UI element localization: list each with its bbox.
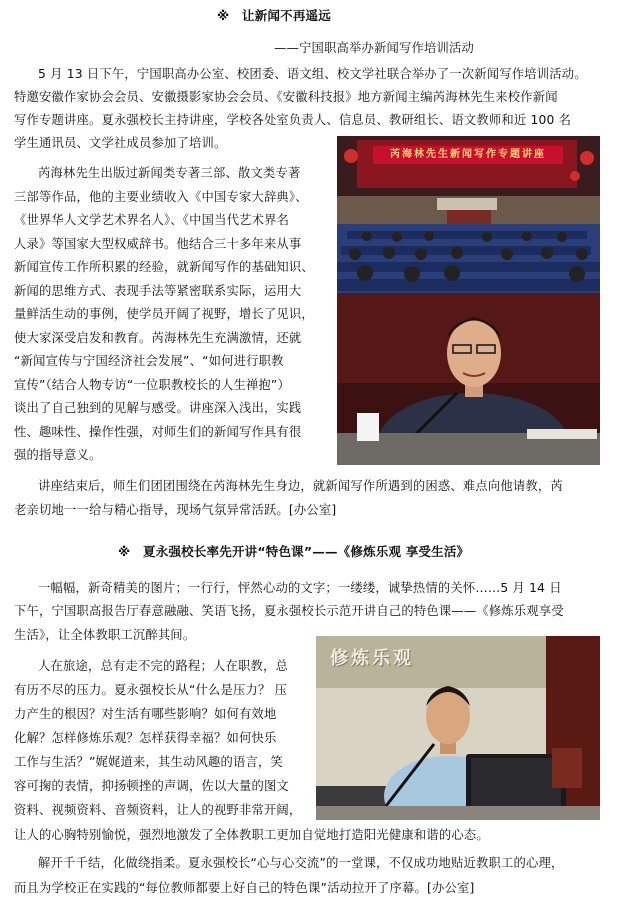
article1-line: 谈出了自己独到的见解与感受。讲座深入浅出，实践	[14, 401, 302, 415]
lecture-hall-photo	[337, 136, 600, 293]
article1-line: 新闻的思维方式、表现手法等紧密联系实际，运用大	[14, 284, 302, 298]
article2-line: 容可掬的表情，抑扬顿挫的声调，佐以大量的图文	[14, 779, 289, 793]
article1-line: 特邀安徽作家协会会员、安徽摄影家协会会员、《安徽科技报》地方新闻主编芮海林先生来校作新闻	[14, 90, 558, 104]
article1-line: 《世界华人文学艺术界名人》、《中国当代艺术界名	[14, 213, 290, 227]
article1-line: 宣传”（结合人物专访“一位职教校长的人生禅抱”）	[14, 378, 290, 392]
article1-line: 使大家深受启发和教育。芮海林先生充满激情，还就	[14, 331, 302, 345]
article2-line: 而且为学校正在实践的“每位教师都要上好自己的特色课”活动拉开了序幕。[办公室]	[14, 881, 475, 895]
slide-title: 修炼乐观	[330, 648, 414, 669]
article2-line: 生活》，让全体教职工沉醉其间。	[14, 628, 196, 642]
article2-line: 工作与生活？”娓娓道来，其生动风趣的语言，笑	[14, 755, 284, 769]
principal-lecture-photo	[316, 636, 600, 820]
article1-line: 量鲜活生动的事例，使学员开阔了视野，增长了见识，	[14, 307, 314, 321]
article2-line: 下午，宁国职高报告厅春意融融、笑语飞扬，夏永强校长示范开讲自己的特色课——《修炼乐观享受	[14, 604, 564, 618]
article2-line: 人在旅途，总有走不完的路程；人在职教，总	[38, 659, 288, 673]
speaker-photo	[337, 293, 600, 465]
article1-line: “新闻宣传与宁国经济社会发展”、“如何进行职教	[14, 354, 284, 368]
article2-line: 有历不尽的压力。夏永强校长从“什么是压力？ 压	[14, 683, 288, 697]
article1-line: 讲座结束后，师生们团团围绕在芮海林先生身边，就新闻写作所遇到的困惑、难点向他请教，芮	[38, 479, 563, 493]
article2-line: 让人的心胸特别愉悦，强烈地激发了全体教职工更加自觉地打造阳光健康和谐的心态。	[14, 828, 489, 842]
article1-subtitle: ——宁国职高举办新闻写作培训活动	[274, 41, 474, 55]
article1-line: 强的指导意义。	[14, 448, 102, 462]
article2-line: 解开千千结，化做绕指柔。夏永强校长“心与心交流”的一堂课，不仅成功地贴近教职工的心理，	[38, 856, 564, 870]
article1-line: 5 月 13 日下午，宁国职高办公室、校团委、语文组、校文学社联合举办了一次新闻写作培训活动。	[38, 67, 587, 81]
article1-line: 人录》等国家大型权威辞书。他结合三十多年来从事	[14, 237, 302, 251]
article2-line: 资料、视频资料、音频资料，让人的视野非常开阔，	[14, 803, 302, 817]
article1-line: 三部等作品，他的主要业绩收入《中国专家大辞典》、	[14, 190, 308, 204]
article1-line: 写作专题讲座。夏永强校长主持讲座，学校各处室负责人、信息员、教研组长、语文教师和近 100 名	[14, 113, 572, 127]
lecture-banner: 芮海林先生新闻写作专题讲座	[373, 146, 563, 164]
article2-line: 一幅幅，新奇精美的图片；一行行，怦然心动的文字；一缕缕，诚挚热情的关怀……5 月 14 日	[38, 581, 562, 595]
article2-line: 力产生的根因？对生活有哪些影响？如何有效地	[14, 707, 277, 721]
article1-line: 性、趣味性、操作性强，对师生们的新闻写作具有很	[14, 425, 302, 439]
article1-line: 新闻宣传工作所积累的经验，就新闻写作的基础知识、	[14, 260, 314, 274]
article2-title: ※ 夏永强校长率先开讲“特色课”——《修炼乐观 享受生活》	[118, 544, 470, 559]
speaker-image	[337, 293, 600, 465]
article1-line: 老亲切地一一给与精心指导，现场气氛异常活跃。[办公室]	[14, 503, 337, 517]
article1-title: ※ 让新闻不再遥远	[217, 8, 331, 23]
article1-line: 学生通讯员、文学社成员参加了培训。	[14, 136, 227, 150]
article1-line: 芮海林先生出版过新闻类专著三部、散文类专著	[38, 166, 301, 180]
article2-line: 化解？怎样修炼乐观？怎样获得幸福？如何快乐	[14, 731, 277, 745]
